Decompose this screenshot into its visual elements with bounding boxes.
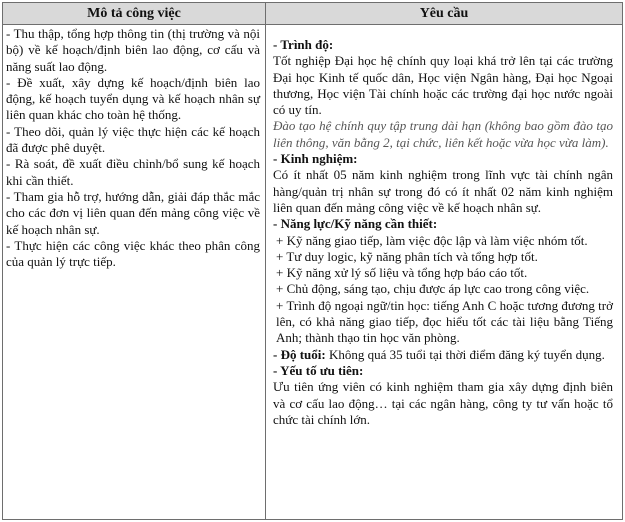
header-requirements: Yêu cầu <box>266 3 622 25</box>
education-note: Đào tạo hệ chính quy tập trung dài hạn (không bao gồm đào tạo liên thông, văn bằng 2, tại chức, liên kết hoặc vừa học vừa làm). <box>273 118 613 150</box>
priority-title: - Yếu tố ưu tiên: <box>273 362 364 378</box>
skill-item: + Chủ động, sáng tạo, chịu được áp lực cao trong công việc. <box>276 281 590 297</box>
age-text: Không quá 35 tuổi tại thời điểm đăng ký tuyển dụng. <box>328 346 605 362</box>
duty-item: - Thu thập, tổng hợp thông tin (thị trường và nội bộ) về kế hoạch/định biên lao động, cơ cấu và năng suất lao động. <box>6 26 260 74</box>
duty-item: - Thực hiện các công việc khác theo phân công của quản lý trực tiếp. <box>6 237 260 270</box>
header-job-description: Mô tả công việc <box>3 3 266 25</box>
requirements-cell <box>266 25 622 519</box>
skill-item: + Tư duy logic, kỹ năng phân tích và tổng hợp tốt. <box>276 248 538 264</box>
duty-item: - Tham gia hỗ trợ, hướng dẫn, giải đáp thắc mắc cho các đơn vị liên quan đến mảng công việc về kế hoạch nhân sự. <box>6 188 260 237</box>
experience-title: - Kinh nghiệm: <box>273 151 358 167</box>
education-text: Tốt nghiệp Đại học hệ chính quy loại khá trở lên tại các trường Đại học Kinh tế quốc dân, Học viện Ngân hàng, Đại học Ngoại thương, Học viện Tài chính hoặc các trường đại học nước ngoài có uy tín. <box>273 53 613 118</box>
skill-item: + Kỹ năng giao tiếp, làm việc độc lập và làm việc nhóm tốt. <box>276 232 588 248</box>
duty-item: - Rà soát, đề xuất điều chỉnh/bổ sung kế hoạch khi cần thiết. <box>6 156 260 188</box>
job-table <box>2 2 623 520</box>
job-description-cell <box>3 25 266 519</box>
skills-title: - Năng lực/Kỹ năng cần thiết: <box>273 216 438 232</box>
education-title: - Trình độ: <box>273 37 334 52</box>
age-label: - Độ tuổi: <box>273 346 326 362</box>
skill-item: + Trình độ ngoại ngữ/tin học: tiếng Anh C hoặc tương đương trở lên, có khả năng giao tiếp, đọc hiểu tốt các tài liệu bằng Tiếng Anh; thành thạo tin học văn phòng. <box>276 297 613 346</box>
experience-text: Có ít nhất 05 năm kinh nghiệm trong lĩnh vực tài chính ngân hàng/quản trị nhân sự trong đó có ít nhất 02 năm kinh nghiệm liên quan đến mảng công việc về kế hoạch nhân sự. <box>273 167 613 215</box>
age-line <box>273 347 613 363</box>
duty-item: - Đề xuất, xây dựng kế hoạch/định biên lao động, kế hoạch tuyển dụng và kế hoạch nhân sự liên quan khác cho toàn hệ thống. <box>6 74 260 123</box>
skill-item: + Kỹ năng xử lý số liệu và tổng hợp báo cáo tốt. <box>276 265 528 281</box>
priority-text: Ưu tiên ứng viên có kinh nghiệm tham gia xây dựng định biên và cơ cấu lao động… tại các ngân hàng, công ty tư vấn hoặc tổ chức tài chính lớn. <box>273 379 613 427</box>
duty-item: - Theo dõi, quản lý việc thực hiện các kế hoạch đã được phê duyệt. <box>6 123 260 156</box>
